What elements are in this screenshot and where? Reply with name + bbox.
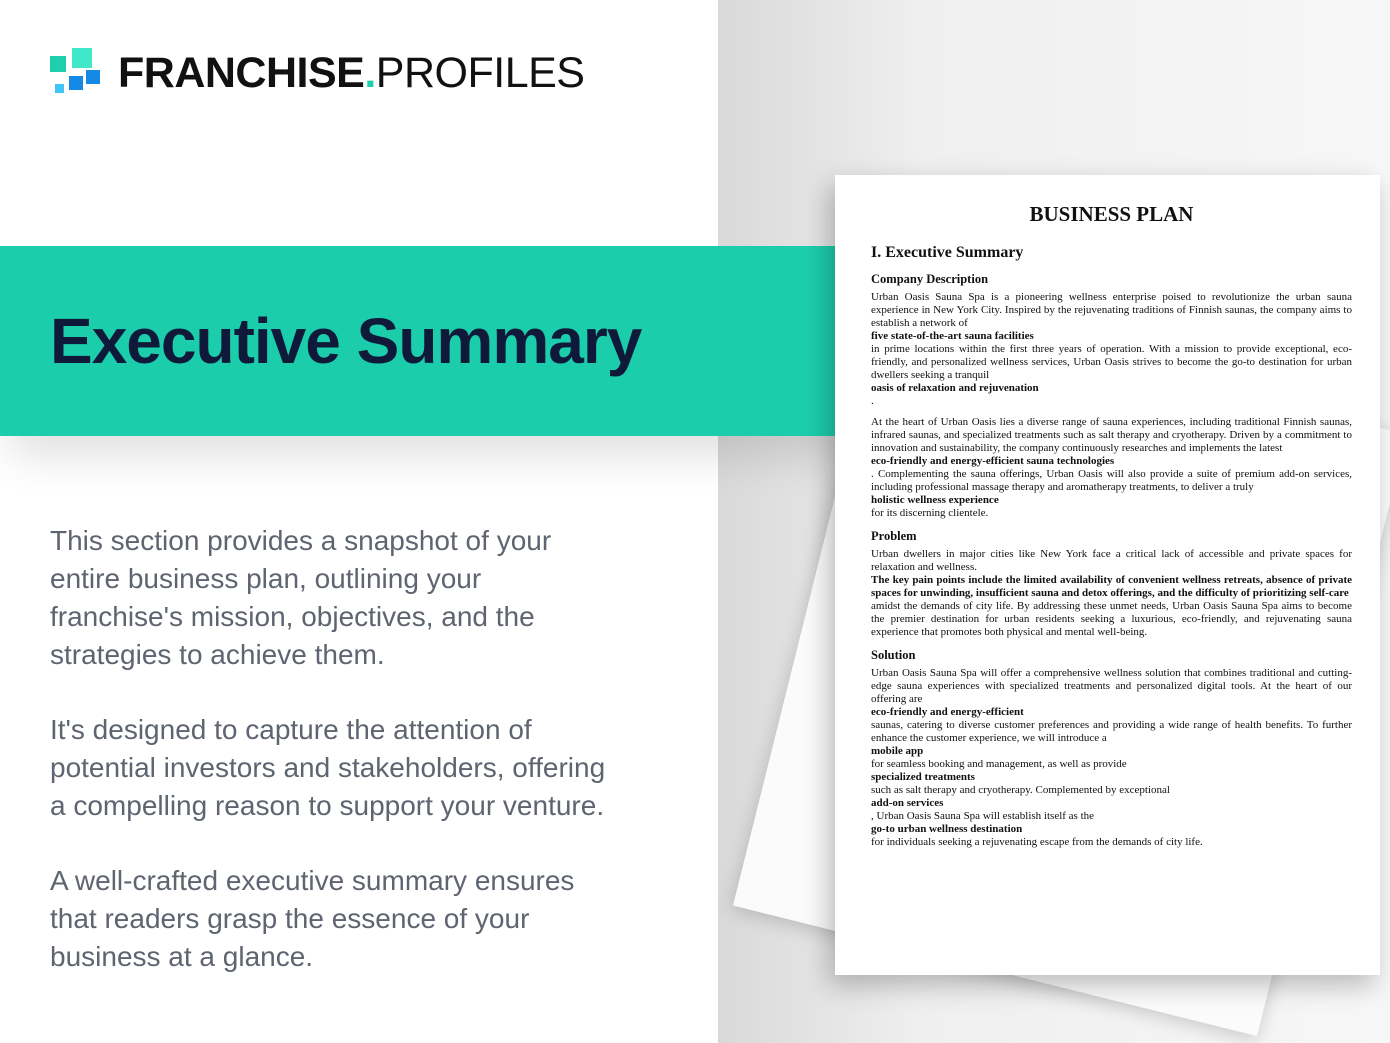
bold-text: specialized treatments — [871, 771, 975, 783]
text-segment: . — [871, 395, 874, 407]
document-paragraph — [871, 667, 1352, 849]
bold-text: mobile app — [871, 745, 924, 757]
brand-dot: . — [364, 48, 376, 97]
text-segment: . Complementing the sauna offerings, Urban Oasis will also provide a suite of premium add-on services, including professional massage therapy and aromatherapy treatments, to deliver a truly — [871, 468, 1352, 493]
bold-text: go-to urban wellness destination — [871, 823, 1023, 835]
intro-paragraph: It's designed to capture the attention of potential investors and stakeholders, offering a compelling reason to support your venture. — [50, 714, 606, 821]
intro-paragraph: This section provides a snapshot of your entire business plan, outlining your franchise's mission, objectives, and the strategies to achieve them. — [50, 525, 552, 670]
document-section-title: Problem — [871, 529, 917, 543]
logo-squares-icon — [50, 48, 104, 98]
page-title: Executive Summary — [50, 305, 642, 377]
text-segment: Urban dwellers in major cities like New York face a critical lack of accessible and private spaces for relaxation and wellness. — [871, 548, 1352, 573]
brand-name-bold: FRANCHISE — [118, 48, 365, 97]
document-section-title: Solution — [871, 648, 916, 662]
logo — [50, 48, 584, 98]
intro-text — [50, 522, 620, 1013]
bold-text: The key pain points include the limited availability of convenient wellness retreats, absence of private spaces for unwinding, insufficient sauna and detox offerings, and the difficulty of prioritizing self-care — [871, 574, 1352, 599]
text-segment: in prime locations within the first three years of operation. With a mission to provide exceptional, eco-friendly, and personalized wellness services, Urban Oasis strives to become the go-to destination for urban dwellers seeking a tranquil — [871, 343, 1352, 381]
title-band — [0, 246, 900, 436]
bold-text: holistic wellness experience — [871, 494, 999, 506]
brand-name — [118, 48, 585, 97]
text-segment: At the heart of Urban Oasis lies a diverse range of sauna experiences, including traditional Finnish saunas, infrared saunas, and specialized treatments such as salt therapy and cryotherapy. Driven by a commitment to innovation and sustainability, the company continuously researches and implements the latest — [871, 416, 1352, 454]
document-section-title: Company Description — [871, 272, 989, 286]
text-segment: saunas, catering to diverse customer preferences and providing a wide range of health benefits. To further enhance the customer experience, we will introduce a — [871, 719, 1352, 744]
text-segment: , Urban Oasis Sauna Spa will establish itself as the — [871, 810, 1095, 822]
business-plan-document — [835, 175, 1380, 975]
brand-name-light: PROFILES — [375, 48, 585, 97]
document-paragraph — [871, 416, 1352, 520]
bold-text: oasis of relaxation and rejuvenation — [871, 382, 1039, 394]
document-heading: I. Executive Summary — [871, 244, 1024, 261]
bold-text: eco-friendly and energy-efficient sauna technologies — [871, 455, 1115, 467]
text-segment: for its discerning clientele. — [871, 507, 989, 519]
text-segment: Urban Oasis Sauna Spa is a pioneering wellness enterprise poised to revolutionize the urban sauna experience in New York City. Inspired by the rejuvenating traditions of Finnish saunas, the company aims to establish a network of — [871, 291, 1352, 329]
text-segment: Urban Oasis Sauna Spa will offer a comprehensive wellness solution that combines traditional and cutting-edge sauna experiences with specialized treatments and personalized digital tools. At the heart of our offering are — [871, 667, 1352, 705]
document-title: BUSINESS PLAN — [1029, 202, 1194, 226]
bold-text: eco-friendly and energy-efficient — [871, 706, 1024, 718]
bold-text: add-on services — [871, 797, 944, 809]
intro-paragraph: A well-crafted executive summary ensures that readers grasp the essence of your business at a glance. — [50, 865, 575, 972]
document-paragraph — [871, 291, 1352, 408]
bold-text: five state-of-the-art sauna facilities — [871, 330, 1034, 342]
text-segment: for individuals seeking a rejuvenating escape from the demands of city life. — [871, 836, 1203, 848]
document-paragraph — [871, 548, 1352, 639]
text-segment: for seamless booking and management, as well as provide — [871, 758, 1127, 770]
text-segment: amidst the demands of city life. By addressing these unmet needs, Urban Oasis Sauna Spa aims to become the premier destination for urban residents seeking a luxurious, eco-friendly, and rejuvenating sauna experience that promotes both physical and mental well-being. — [871, 600, 1352, 638]
text-segment: such as salt therapy and cryotherapy. Complemented by exceptional — [871, 784, 1170, 796]
